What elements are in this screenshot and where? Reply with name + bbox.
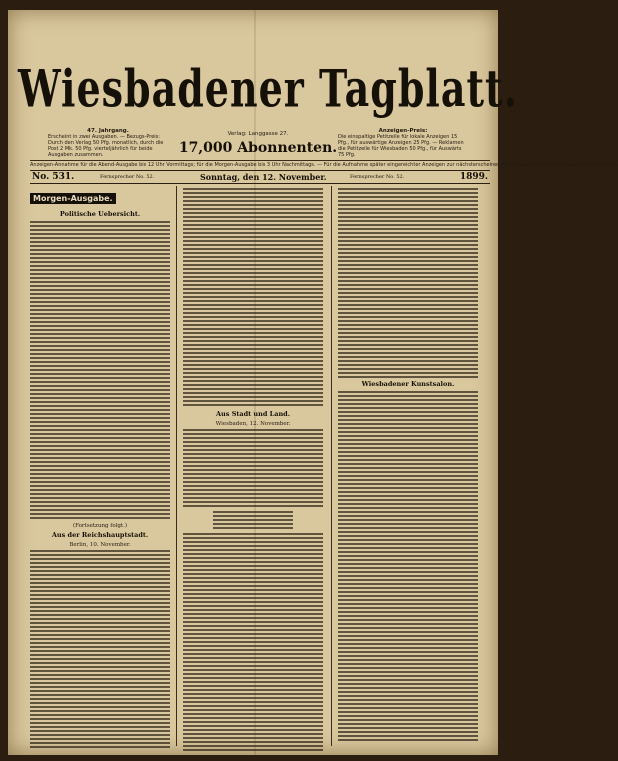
section-subheading: Berlin, 10. November. bbox=[69, 542, 131, 548]
edition-info-left bbox=[48, 128, 168, 158]
section-subheading: Wiesbaden, 12. November. bbox=[215, 421, 291, 427]
fernsprecher-left: Fernsprecher No. 52. bbox=[100, 174, 155, 180]
newspaper-page bbox=[8, 10, 618, 755]
article-text-block bbox=[30, 221, 170, 521]
section-heading: Aus der Reichshauptstadt. bbox=[51, 531, 149, 539]
column-rule bbox=[331, 186, 332, 746]
anzeigen-annahme-line: Anzeigen-Annahme für die Abend-Ausgabe bis 12 Uhr Vormittags; für die Morgen-Ausgabe bis 3 Uhr Nachmittags. — Für die Aufnahme später eingereichter Anzeigen zur nächsterscheinenden Ausgabe wird keine Gewähr übernommen. bbox=[30, 162, 618, 168]
article-text-block bbox=[183, 188, 323, 408]
article-text-block bbox=[183, 533, 323, 753]
jahrgang-label: 47. Jahrgang. bbox=[87, 128, 129, 134]
dateline-bar bbox=[30, 170, 490, 184]
issue-date: Sonntag, den 12. November. bbox=[200, 172, 327, 182]
verlag-label: Verlag: Langgasse 27. bbox=[227, 131, 289, 137]
anzeigen-preis-title: Anzeigen-Preis: bbox=[378, 128, 428, 134]
section-heading: Aus Stadt und Land. bbox=[216, 410, 290, 418]
section-heading: Wiesbadener Kunstsalon. bbox=[361, 380, 455, 388]
fernsprecher-right: Fernsprecher No. 52. bbox=[350, 174, 405, 180]
article-text-block bbox=[30, 550, 170, 750]
anzeigen-preis-text: Die einspaltige Petitzeile für lokale Anzeigen 15 Pfg., für auswärtige Anzeigen 25 Pfg. — Reklamen die Petitzeile für Wiesbaden 50 Pfg., für Auswärts 75 Pfg. bbox=[338, 134, 464, 158]
section-heading: Politische Uebersicht. bbox=[59, 210, 141, 218]
column-2 bbox=[183, 186, 323, 746]
column-1 bbox=[30, 186, 170, 746]
issue-number: No. 531. bbox=[32, 172, 75, 182]
article-text-block bbox=[183, 429, 323, 509]
issue-year: 1899. bbox=[459, 172, 488, 182]
continuation-note: (Fortsetzung folgt.) bbox=[72, 523, 128, 529]
column-3 bbox=[338, 186, 478, 746]
article-text-block bbox=[338, 188, 478, 378]
bezugs-preis-text: Erscheint in zwei Ausgaben. — Bezugs-Preis: Durch den Verlag 50 Pfg. monatlich, durch die Post 2 Mk. 50 Pfg. vierteljährlich für beide Ausgaben zusammen. bbox=[48, 134, 164, 158]
edition-info-right bbox=[338, 128, 468, 158]
masthead-title: Wiesbadener Tagblatt. bbox=[18, 58, 518, 119]
abonnenten-label: 17,000 Abonnenten. bbox=[178, 140, 338, 156]
poem-block bbox=[213, 511, 293, 531]
article-text-block bbox=[338, 391, 478, 741]
edition-box: Morgen-Ausgabe. bbox=[30, 193, 116, 204]
column-rule bbox=[176, 186, 177, 746]
